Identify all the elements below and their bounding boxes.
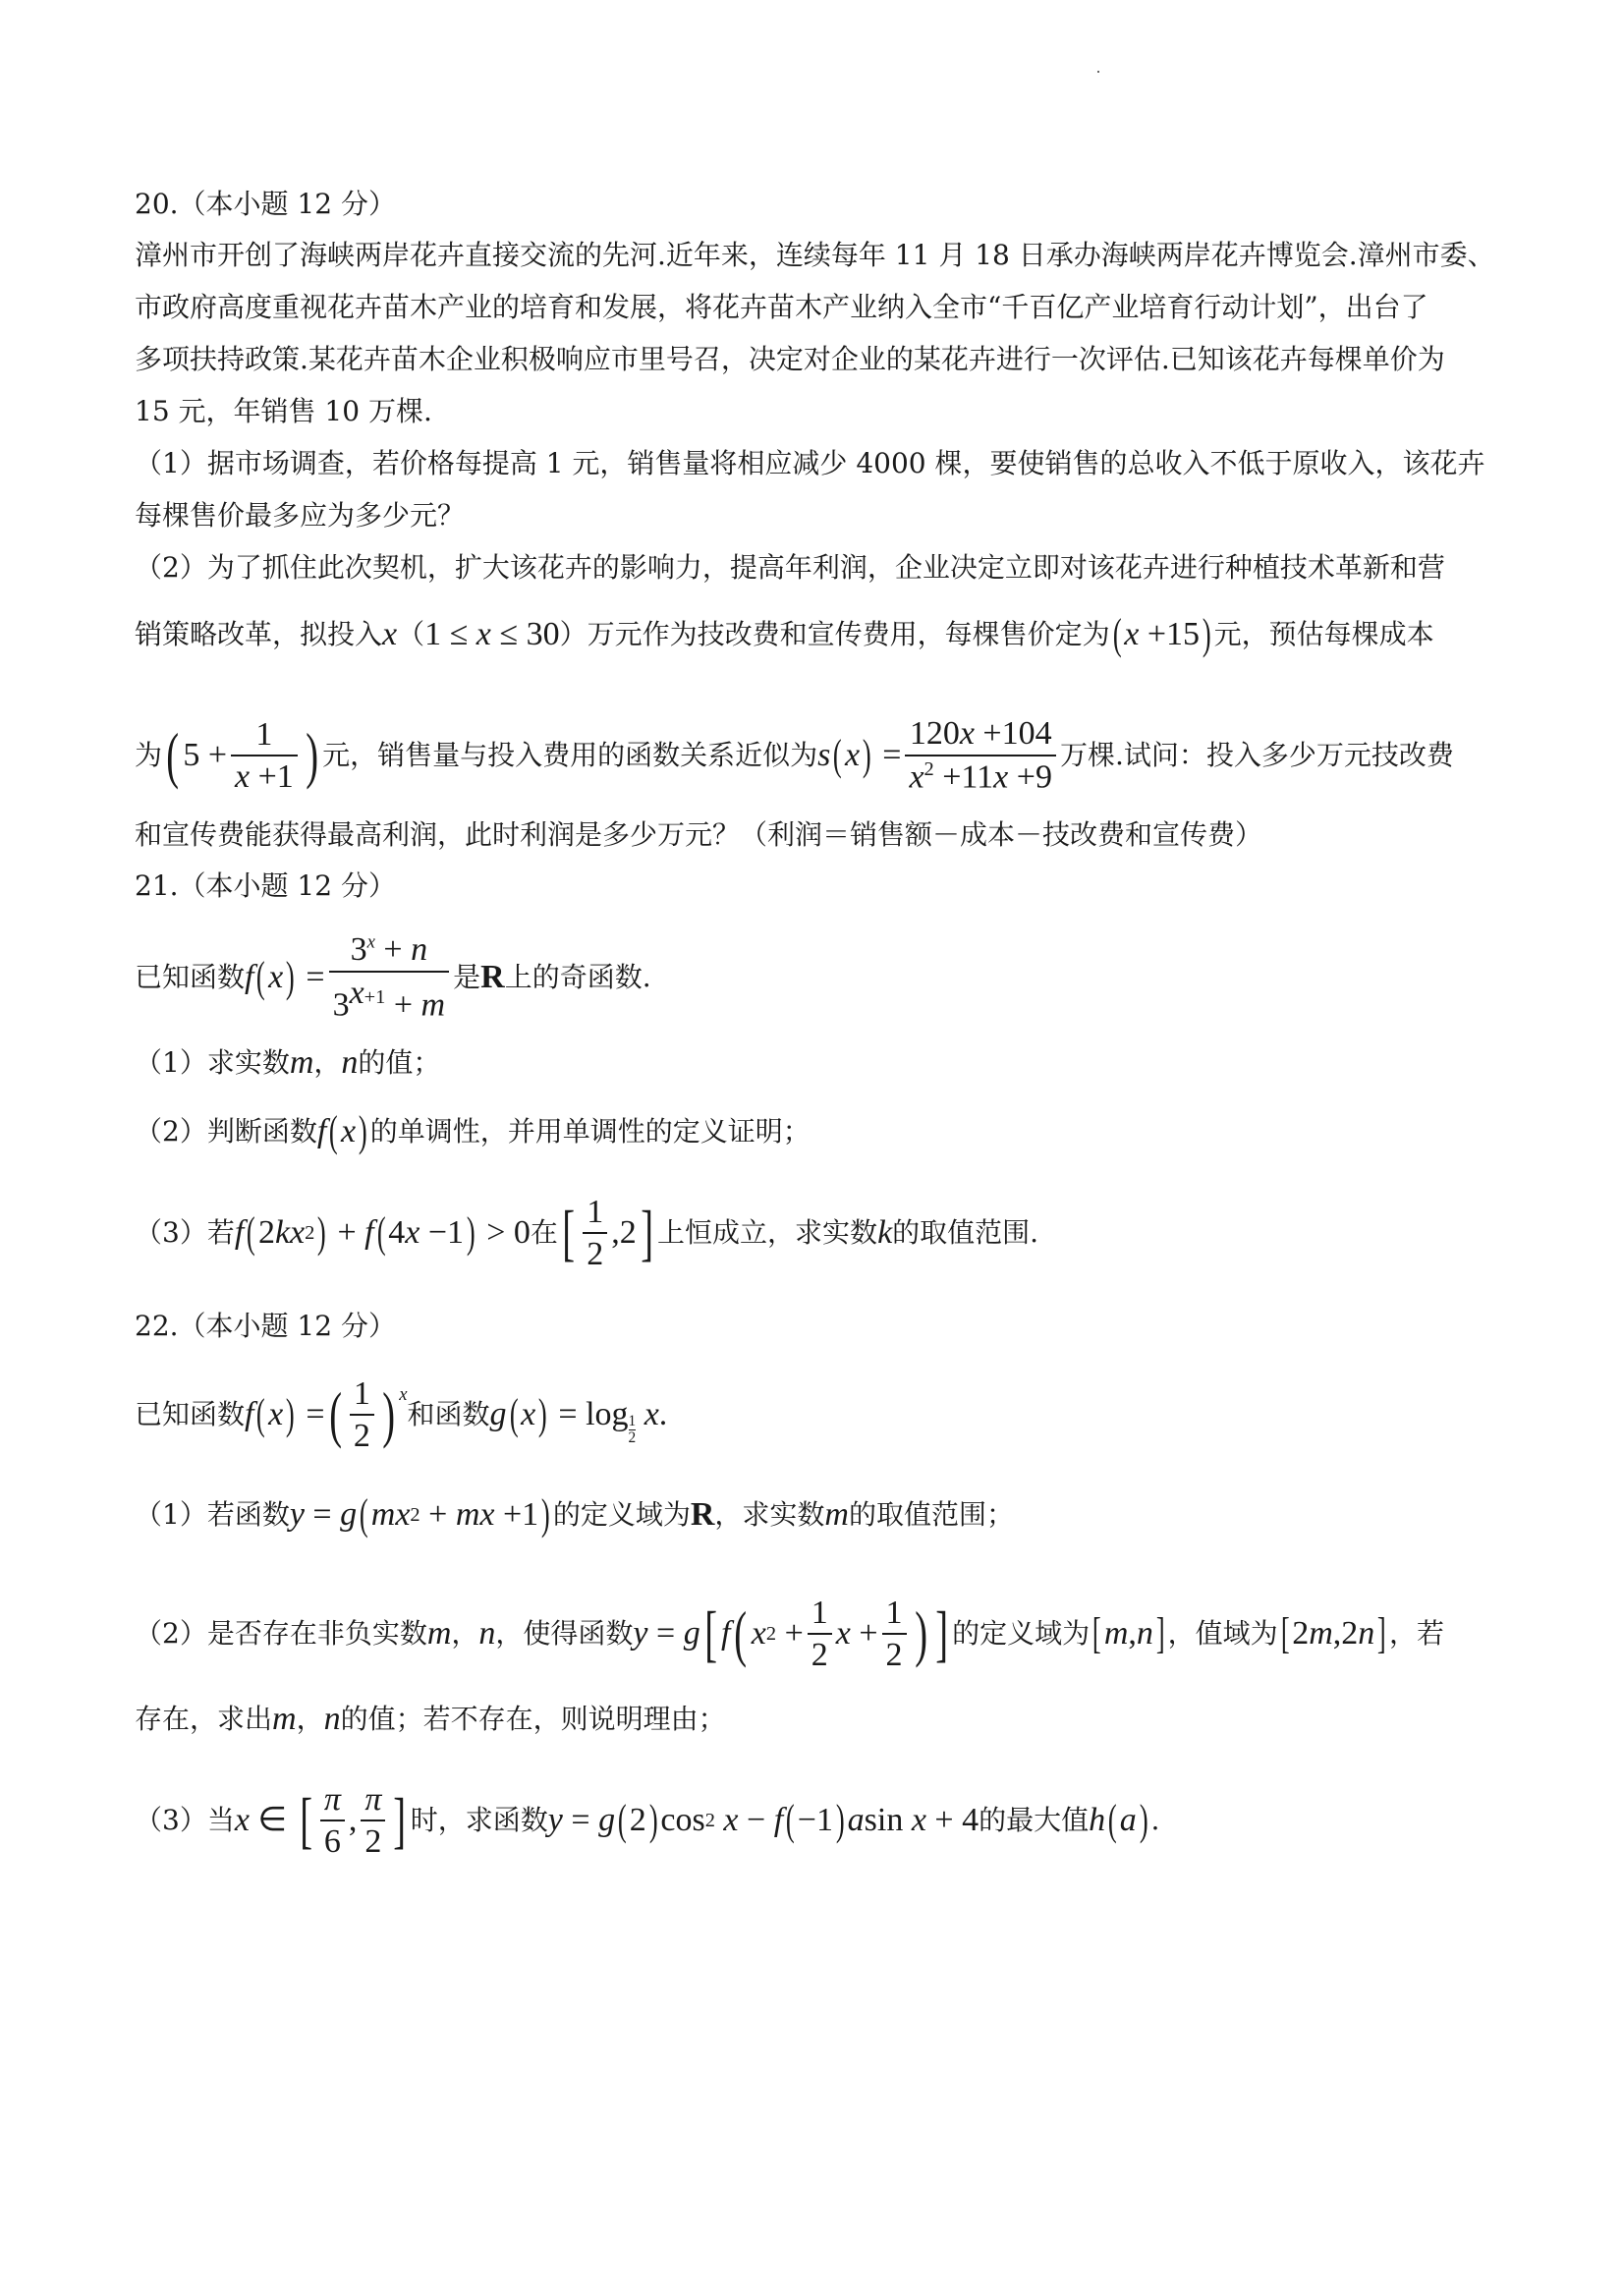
q22-s2-pre: （2）是否存在非负实数 xyxy=(135,1617,427,1650)
q20-paragraph-line-4 xyxy=(135,392,1500,431)
q22-s3-end: . xyxy=(1150,1804,1160,1836)
q21-header-text: 21.（本小题 12 分） xyxy=(135,869,396,902)
math-h-a: h ( a ) xyxy=(1089,1796,1148,1844)
q20-s2b-mid: ）万元作为技改费和宣传费用，每棵售价定为 xyxy=(559,618,1110,650)
q20-header-text: 20.（本小题 12 分） xyxy=(135,188,396,220)
math-g-composite: y = g ( mx 2 + mx +1 ) xyxy=(289,1490,550,1539)
q22-s3-pre: （3）当 xyxy=(135,1804,235,1836)
q22-s2-sep: ， xyxy=(451,1617,479,1650)
q20-subq1-line-1 xyxy=(135,444,1500,483)
q21-s2-post: 的单调性，并用单调性的定义证明； xyxy=(369,1115,811,1148)
q21-s1-sep: ， xyxy=(313,1046,342,1079)
math-interval-mn: [ m , n ] xyxy=(1092,1609,1165,1657)
q21-s3-k: k xyxy=(877,1214,893,1251)
q20-subq1-line-2 xyxy=(135,496,1500,535)
q22-s2-domain: 的定义域为 xyxy=(952,1617,1091,1650)
q20-s2c-pre: 为 xyxy=(135,739,163,771)
q22-s2-n: n xyxy=(478,1615,496,1652)
math-sales-fraction: $\frac{120x +104}{x^2 +11x +9}$ xyxy=(905,715,1056,795)
q20-s2b-pre: 销策略改革，拟投入 xyxy=(135,618,383,650)
q20-s2b-paren-open: （ xyxy=(397,618,425,650)
math-fx: f ( x ) xyxy=(316,1107,367,1155)
q22-intro-mid: 和函数 xyxy=(407,1398,490,1430)
q21-intro xyxy=(135,933,1500,1022)
math-nested-function: y = g [ f ( x 2 + $\frac{1}{2}$ x + $\frac{1}{2}$ ) ] xyxy=(633,1594,948,1673)
math-sales-function: s ( x ) = $\frac{120x +104}{x^2 +11x +9}$ xyxy=(817,715,1060,795)
q22-subq2-line-1 xyxy=(135,1590,1500,1678)
math-x-in-interval: x ∈ [ $\frac{\pi}{6}$ , $\frac{\pi}{2}$ ] xyxy=(234,1780,407,1860)
q20-s1b-text: 每棵售价最多应为多少元？ xyxy=(135,499,466,532)
q21-intro-pre: 已知函数 xyxy=(135,961,246,993)
q22-s2b-n: n xyxy=(323,1701,341,1737)
q21-header xyxy=(135,867,1500,906)
q22-s3-mid: 时，求函数 xyxy=(410,1804,548,1836)
q20-s2d-text: 和宣传费能获得最高利润，此时利润是多少万元？（利润＝销售额－成本－技改费和宣传费） xyxy=(135,818,1263,851)
q21-s3-end: 的取值范围. xyxy=(892,1216,1039,1249)
math-trig-function: y = g ( 2 ) cos 2 x − f ( −1 ) a sin x + 4 xyxy=(547,1796,979,1844)
math-x-range: 1 ≤ x ≤ 30 xyxy=(424,616,560,652)
math-x: x xyxy=(382,616,398,652)
q22-real-set: R xyxy=(690,1496,715,1533)
math-cost: ( 5 + $\frac{1}{x +1}$ ) xyxy=(166,715,318,795)
scan-speck xyxy=(1097,71,1099,73)
q22-s2-mid: ，使得函数 xyxy=(495,1617,634,1650)
q21-s1-n: n xyxy=(341,1044,359,1081)
q22-s1-m: m xyxy=(824,1496,849,1533)
q20-p4-text: 15 元，年销售 10 万棵. xyxy=(135,395,432,427)
q22-header xyxy=(135,1307,1500,1346)
q21-s1-post: 的值； xyxy=(358,1046,441,1079)
q20-s1a-text: （1）据市场调查，若价格每提高 1 元，销售量将相应减少 4000 棵，要使销售的总收入不低于原收入，该花卉 xyxy=(135,447,1485,479)
q22-s2b-m: m xyxy=(272,1701,297,1737)
q20-subq2-line-3 xyxy=(135,711,1500,800)
q21-s3-post: 上恒成立，求实数 xyxy=(657,1216,878,1249)
q22-s2b-sep: ， xyxy=(296,1703,324,1735)
q21-s1-m: m xyxy=(289,1044,314,1081)
q22-intro-pre: 已知函数 xyxy=(135,1398,246,1430)
q22-s2b-post: 的值；若不存在，则说明理由； xyxy=(340,1703,726,1735)
q21-real-set: R xyxy=(480,959,505,995)
q20-subq2-line-1 xyxy=(135,548,1500,588)
q21-intro-post: 是 xyxy=(453,961,481,993)
q20-s2a-text: （2）为了抓住此次契机，扩大该花卉的影响力，提高年利润，企业决定立即对该花卉进行种植技术革新和营 xyxy=(135,551,1445,584)
math-f-definition: f ( x ) = $\frac{3^x + n}{3^{x+1} + m}$ xyxy=(245,931,453,1023)
q20-s2c-mid: 元，销售量与投入费用的函数关系近似为 xyxy=(322,739,818,771)
q20-header xyxy=(135,185,1500,224)
q20-p2-text: 市政府高度重视花卉苗木产业的培育和发展，将花卉苗木产业纳入全市“千百亿产业培育行动计划”，出台了 xyxy=(135,291,1428,323)
q21-subq3 xyxy=(135,1189,1500,1277)
q20-p3-text: 多项扶持政策.某花卉苗木企业积极响应市里号召，决定对企业的某花卉进行一次评估.已知该花卉每棵单价为 xyxy=(135,343,1445,375)
q20-p1-text: 漳州市开创了海峡两岸花卉直接交流的先河.近年来，连续每年 11 月 18 日承办海峡两岸花卉博览会.漳州市委、 xyxy=(135,239,1495,271)
q20-s2b-post: 元，预估每棵成本 xyxy=(1213,618,1434,650)
q22-s2-range: ，值域为 xyxy=(1167,1617,1278,1650)
q21-intro-end: 上的奇函数. xyxy=(504,961,651,993)
math-interval-half-two: [ $\frac{1}{2}$ ,2 ] xyxy=(562,1193,653,1272)
q22-s1-end: 的取值范围； xyxy=(848,1498,1014,1531)
q21-subq2 xyxy=(135,1107,1500,1155)
q22-s2-m: m xyxy=(426,1615,452,1652)
q22-s1-pre: （1）若函数 xyxy=(135,1498,290,1531)
q20-paragraph-line-2 xyxy=(135,288,1500,327)
q22-subq3 xyxy=(135,1776,1500,1865)
math-f-fraction: $\frac{3^x + n}{3^{x+1} + m}$ xyxy=(329,931,450,1023)
q22-s3-post: 的最大值 xyxy=(979,1804,1090,1836)
q21-s1-pre: （1）求实数 xyxy=(135,1046,290,1079)
q20-paragraph-line-1 xyxy=(135,236,1500,275)
q22-header-text: 22.（本小题 12 分） xyxy=(135,1310,396,1342)
q22-s1-mid: 的定义域为 xyxy=(552,1498,691,1531)
math-f-exponential: f ( x ) = ( $\frac{1}{2}$ ) $^x$ xyxy=(245,1374,408,1454)
q22-subq1 xyxy=(135,1490,1500,1539)
q20-subq2-line-2 xyxy=(135,610,1500,658)
q21-s2-pre: （2）判断函数 xyxy=(135,1115,317,1148)
q21-s3-pre: （3）若 xyxy=(135,1216,235,1249)
q21-subq1 xyxy=(135,1043,1500,1083)
q20-paragraph-line-3 xyxy=(135,340,1500,379)
math-price: ( x +15 ) xyxy=(1112,610,1211,658)
q20-subq2-line-4 xyxy=(135,815,1500,855)
math-cost-fraction: $\frac{1}{x +1}$ xyxy=(231,716,298,796)
q22-s2-end: ，若 xyxy=(1388,1617,1444,1650)
q20-s2c-post: 万棵.试问：投入多少万元技改费 xyxy=(1059,739,1454,771)
q22-s1-post: ，求实数 xyxy=(714,1498,825,1531)
math-interval-2m2n: [ 2 m ,2 n ] xyxy=(1280,1609,1387,1657)
q22-subq2-line-2 xyxy=(135,1700,1500,1739)
q22-s2b-pre: 存在，求出 xyxy=(135,1703,273,1735)
math-g-log: g ( x ) = log $_{1 2}$ x . xyxy=(489,1390,668,1446)
math-inequality: f ( 2 kx 2 ) + f ( 4 x −1 ) > 0 xyxy=(234,1208,531,1257)
q21-s3-mid: 在 xyxy=(530,1216,558,1249)
q22-intro xyxy=(135,1368,1500,1462)
